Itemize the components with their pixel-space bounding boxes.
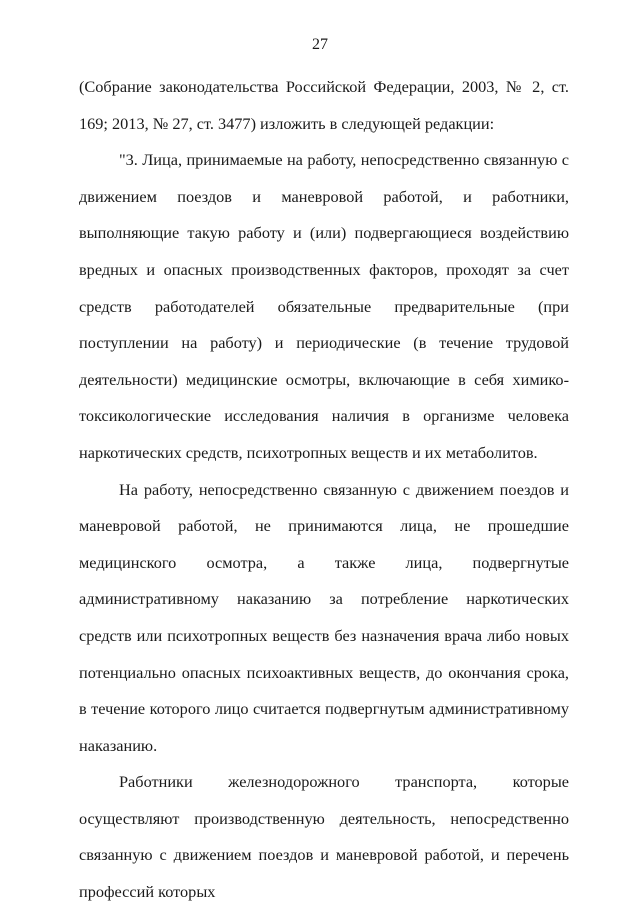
paragraph-railway-workers: Работники железнодорожного транспорта, которые осуществляют производственную деятельность, непосредственно связанную с движением поездов и маневровой работой, и перечень профессий которых [79,772,569,902]
paragraph-clause-3: "3. Лица, принимаемые на работу, непосредственно связанную с движением поездов и маневровой работой, и работники, выполняющие такую работу и (или) подвергающиеся воздействию вредных и опасных производственных факторов, проходят за счет средств работодателей обязательные предварительные (при поступлении на работу) и периодические (в течение трудовой деятельности) медицинские осмотры, включающие в себя химико-токсикологические исследования наличия в организме человека наркотических средств, психотропных веществ и их метаболитов. [79,150,569,462]
document-body [79,69,569,911]
paragraph-reference-continuation: (Собрание законодательства Российской Федерации, 2003, № 2, ст. 169; 2013, № 27, ст. 3477) изложить в следующей редакции: [79,77,569,133]
page-number: 27 [312,36,328,53]
paragraph-hiring-restriction: На работу, непосредственно связанную с движением поездов и маневровой работой, не принимаются лица, не прошедшие медицинского осмотра, а также лица, подвергнутые административному наказанию за потребление наркотических средств или психотропных веществ без назначения врача либо новых потенциально опасных психоактивных веществ, до окончания срока, в течение которого лицо считается подвергнутым административному наказанию. [79,479,569,755]
